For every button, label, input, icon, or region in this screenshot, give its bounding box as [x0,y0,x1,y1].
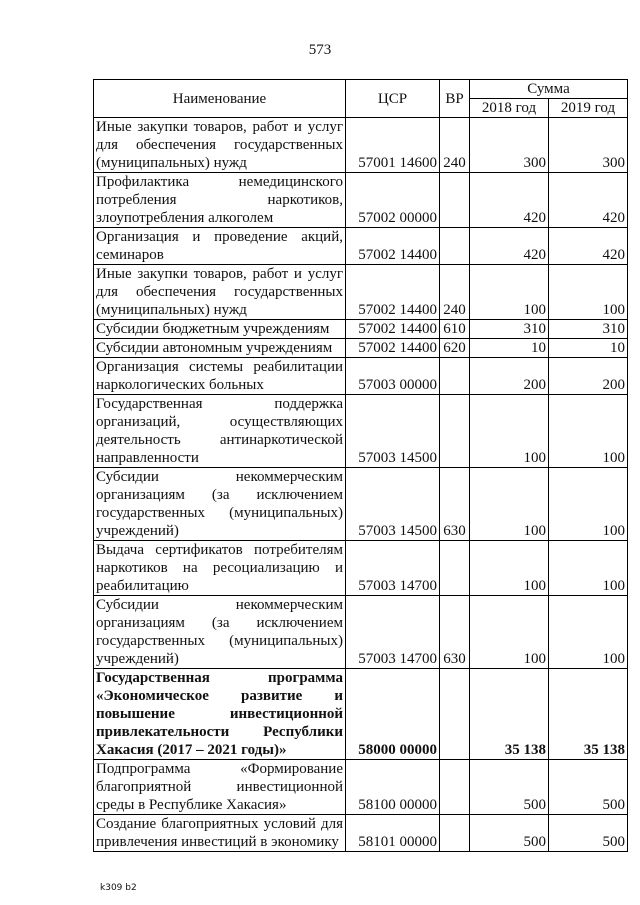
row-2018: 100 [470,541,549,596]
table-row [94,468,628,541]
row-vr [440,669,470,760]
row-name: Организация и проведение акций, семинаров [94,228,346,265]
row-name: Государственная поддержка организаций, осуществляющих деятельность антинаркотической направленности [94,395,346,468]
row-2018: 35 138 [470,669,549,760]
row-csr: 57003 00000 [346,358,440,395]
row-2019: 100 [549,265,628,320]
row-2018: 10 [470,339,549,358]
row-csr: 57002 00000 [346,173,440,228]
row-vr [440,358,470,395]
row-2018: 420 [470,173,549,228]
row-csr: 57002 14400 [346,339,440,358]
row-2019: 310 [549,320,628,339]
row-csr: 57003 14500 [346,395,440,468]
row-csr: 57002 14400 [346,265,440,320]
table-row [94,669,628,760]
row-2018: 100 [470,596,549,669]
row-2019: 300 [549,118,628,173]
row-name: Подпрограмма «Формирование благоприятной инвестиционной среды в Республике Хакасия» [94,760,346,815]
row-vr [440,541,470,596]
row-name: Субсидии некоммерческим организациям (за исключением государственных (муниципальных) учреждений) [94,596,346,669]
row-2018: 310 [470,320,549,339]
row-2018: 300 [470,118,549,173]
row-2019: 500 [549,760,628,815]
row-2019: 500 [549,815,628,852]
table-row [94,265,628,320]
footer-code: k309 b2 [100,883,137,893]
row-vr [440,760,470,815]
row-2019: 100 [549,541,628,596]
page-number: 573 [308,42,332,58]
row-vr: 630 [440,468,470,541]
row-csr: 58101 00000 [346,815,440,852]
row-2018: 100 [470,468,549,541]
row-csr: 57003 14700 [346,541,440,596]
row-name: Субсидии некоммерческим организациям (за исключением государственных (муниципальных) учреждений) [94,468,346,541]
row-name: Субсидии автономным учреждениям [94,339,346,358]
row-vr: 610 [440,320,470,339]
table-row [94,395,628,468]
header-year-2018: 2018 год [470,99,549,118]
row-csr: 58000 00000 [346,669,440,760]
header-vr: ВР [440,80,470,118]
row-name: Организация системы реабилитации наркологических больных [94,358,346,395]
header-sum: Сумма [470,80,628,99]
row-2019: 100 [549,395,628,468]
row-csr: 57003 14700 [346,596,440,669]
row-2018: 200 [470,358,549,395]
row-vr: 630 [440,596,470,669]
row-name: Создание благоприятных условий для привлечения инвестиций в экономику [94,815,346,852]
row-2019: 100 [549,468,628,541]
row-name: Государственная программа «Экономическое развитие и повышение инвестиционной привлекательности Республики Хакасия (2017 – 2021 годы)» [94,669,346,760]
table-row [94,339,628,358]
table-row [94,760,628,815]
header-year-2019: 2019 год [549,99,628,118]
table-row [94,541,628,596]
row-2018: 420 [470,228,549,265]
row-csr: 57001 14600 [346,118,440,173]
row-name: Профилактика немедицинского потребления наркотиков, злоупотребления алкоголем [94,173,346,228]
row-name: Иные закупки товаров, работ и услуг для обеспечения государственных (муниципальных) нужд [94,265,346,320]
row-csr: 57002 14400 [346,320,440,339]
table-row [94,596,628,669]
row-2018: 100 [470,265,549,320]
header-name: Наименование [94,80,346,118]
row-name: Иные закупки товаров, работ и услуг для обеспечения государственных (муниципальных) нужд [94,118,346,173]
row-2018: 500 [470,815,549,852]
row-name: Выдача сертификатов потребителям наркотиков на ресоциализацию и реабилитацию [94,541,346,596]
row-2019: 420 [549,173,628,228]
row-vr [440,395,470,468]
row-2019: 100 [549,596,628,669]
row-csr: 57002 14400 [346,228,440,265]
row-vr [440,815,470,852]
row-vr: 240 [440,118,470,173]
row-vr [440,173,470,228]
table-row [94,173,628,228]
table-row [94,358,628,395]
row-2019: 200 [549,358,628,395]
budget-table [93,79,628,852]
row-vr: 620 [440,339,470,358]
row-name: Субсидии бюджетным учреждениям [94,320,346,339]
row-2018: 500 [470,760,549,815]
table-row [94,815,628,852]
row-csr: 58100 00000 [346,760,440,815]
table-row [94,228,628,265]
row-2019: 10 [549,339,628,358]
row-vr: 240 [440,265,470,320]
row-2019: 420 [549,228,628,265]
table-row [94,118,628,173]
table-row [94,320,628,339]
row-vr [440,228,470,265]
row-2018: 100 [470,395,549,468]
header-csr: ЦСР [346,80,440,118]
row-csr: 57003 14500 [346,468,440,541]
row-2019: 35 138 [549,669,628,760]
